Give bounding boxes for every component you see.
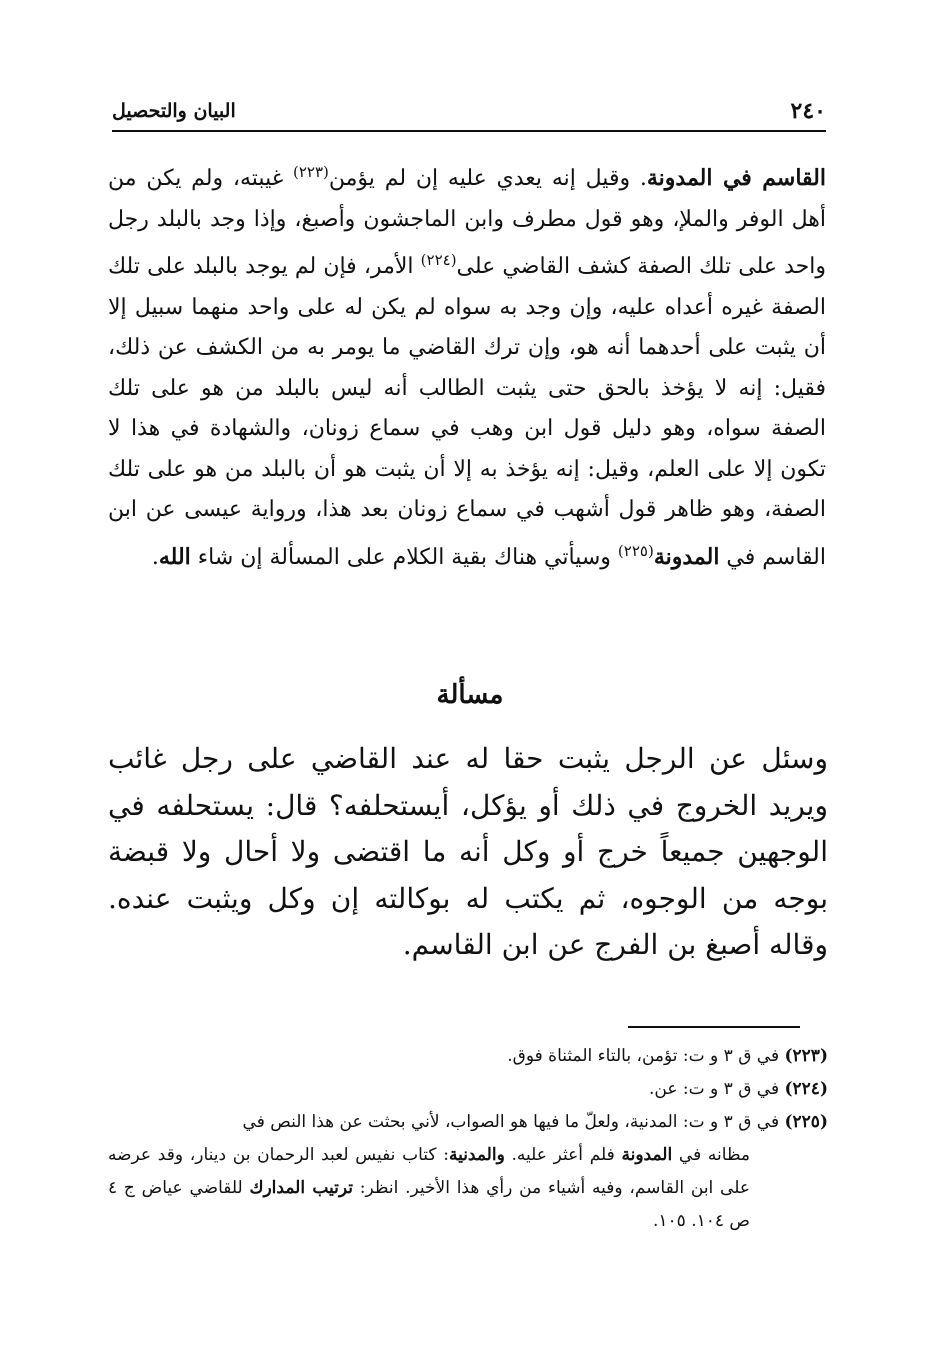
footnote-text: في ق ٣ و ت: عن. <box>649 1079 785 1099</box>
footnote-text: في ق ٣ و ت: تؤمن، بالتاء المثناة فوق. <box>507 1046 785 1066</box>
footnote-number: (٢٢٤) <box>784 1079 828 1099</box>
commentary-text <box>108 152 826 578</box>
bold-term: الله <box>158 543 191 570</box>
footnote-ref-225[interactable]: (٢٢٥) <box>617 541 654 560</box>
footnote-text: في ق ٣ و ت: المدنية، ولعلّ ما فيها هو الصواب، لأني بحثت عن هذا النص في <box>242 1112 785 1132</box>
text-run: وسيأتي هناك بقية الكلام على المسألة إن شاء <box>190 544 618 570</box>
text-run: . وقيل إنه يعدي عليه إن لم يؤمن <box>328 166 647 191</box>
footnote-text: للقاضي عياض ج ٤ ص ١٠٤. ١٠٥. <box>108 1178 750 1231</box>
footnote-225-continued <box>108 1139 828 1238</box>
section-heading: مسألة <box>436 680 504 710</box>
footnote-number: (٢٢٥) <box>784 1112 828 1132</box>
page-number: ٢٤٠ <box>790 98 826 124</box>
footnotes <box>108 1040 828 1238</box>
footnote-divider <box>628 1026 800 1028</box>
book-title: البيان والتحصيل <box>112 100 236 122</box>
footnote-224 <box>108 1073 828 1106</box>
running-head <box>112 96 826 132</box>
footnote-ref-223[interactable]: (٢٢٣) <box>293 163 329 181</box>
footnote-number: (٢٢٣) <box>784 1046 828 1066</box>
commentary-paragraph <box>108 152 826 578</box>
question-paragraph: وسئل عن الرجل يثبت حقا له عند القاضي على رجل غائب ويريد الخروج في ذلك أو يؤكل، أيستحلفه؟ قال: يستحلفه في الوجهين جميعاً خرج أو وكل أنه ما اقتضى ولا أحال ولا قبضة بوجه من الوجوه، ثم يكتب له بوكالته إن وكل ويثبت عنده. وقاله أصبغ بن الفرج عن ابن القاسم. <box>108 742 828 961</box>
bold-term: المدونة <box>621 1145 673 1165</box>
footnote-text: : كتاب نفيس لعبد الرحمان بن دينار، وقد عرضه على ابن القاسم، وفيه أشياء من رأي هذا الأخير. انظر: <box>108 1145 750 1198</box>
text-run: . <box>151 544 159 570</box>
question-text <box>108 736 828 969</box>
text-run: غيبته، ولم يكن من أهل الوفر والملإ، وهو قول مطرف وابن الماجشون وأصبغ، وإذا وجد بالبلد رجل واحد على تلك الصفة كشف القاضي على <box>108 166 827 279</box>
footnote-text: فلم أعثر عليه. <box>504 1145 622 1165</box>
footnote-225 <box>108 1106 828 1139</box>
bold-term: ترتيب المدارك <box>249 1178 354 1198</box>
bold-term: القاسم في المدونة <box>646 165 826 191</box>
footnote-ref-224[interactable]: (٢٢٤) <box>420 251 457 269</box>
footnote-223 <box>108 1040 828 1073</box>
text-run: الأمر، فإن لم يوجد بالبلد على تلك الصفة غيره أعداه عليه، وإن وجد به سواه لم يكن له على واحد منهما سبيل إلا أن يثبت على أحدهما أنه هو، وإن ترك القاضي ما يومر به من الكشف عن ذلك، فقيل: إنه لا يؤخذ بالحق حتى يثبت الطالب أنه ليس بالبلد من هو على تلك الصفة سواه، وهو دليل قول ابن وهب في سماع زونان، والشهادة في هذا لا تكون إلا على العلم، وقيل: إنه يؤخذ به إلا أن يثبت هو أن بالبلد من هو على تلك الصفة، وهو ظاهر قول أشهب في سماع زونان بعد هذا، ورواية عيسى عن ابن القاسم في <box>108 254 826 570</box>
bold-term: المدونة <box>653 543 720 570</box>
footnote-text: مظانه في <box>672 1145 751 1165</box>
bold-term: والمدنية <box>448 1145 505 1165</box>
